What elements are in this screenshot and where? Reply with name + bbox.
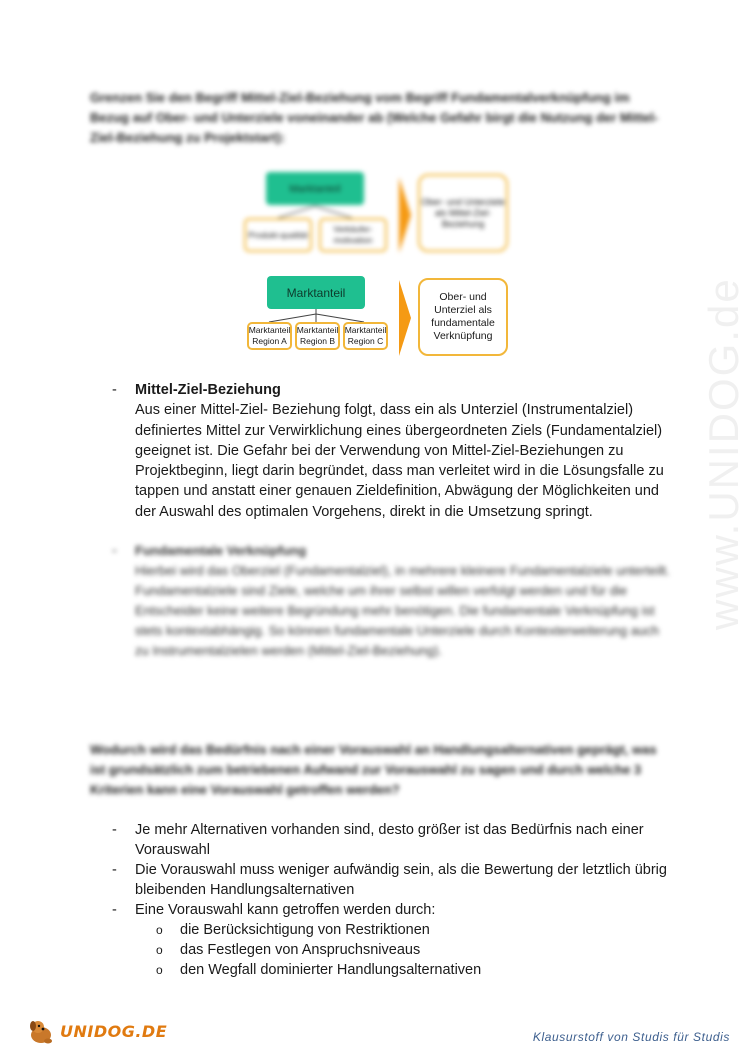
sub-list-item: [156, 940, 420, 960]
list-item: [112, 820, 672, 861]
answer-text: Aus einer Mittel-Ziel- Beziehung folgt, dass ein als Unterziel (Instrumentalziel) definiertes Mittel zur Verwirklichung eines übergeordneten Ziels (Fundamentalziel) geeignet ist. Die Gefahr bei der Verwendung von Mittel-Ziel-Beziehungen zu Projektbeginn, liegt darin begründet, dass man verleitet wird in die Lösungsfalle zu tappen und anstatt einer genauen Zieldefinition, Abwägung der Möglichkeiten und der Auswahl des optimalen Vorgehens, direkt in die Umsetzung springt.: [135, 402, 664, 520]
answer-mittel-ziel: [112, 380, 672, 522]
diagram-top-child: Produkt-qualität: [244, 218, 312, 252]
logo: [26, 1016, 167, 1046]
sub-list-item: [156, 920, 430, 940]
logo-text: UNIDOG.DE: [60, 1021, 168, 1041]
dog-icon: [26, 1016, 56, 1046]
sub-list-text: den Wegfall dominierter Handlungsalternativen: [180, 962, 482, 978]
answer-text: Hierbei wird das Oberziel (Fundamentalziel), in mehrere kleinere Fundamentalziele unterteilt. Fundamentalziele sind Ziele, welche um ihrer selbst willen verfolgt werden und für die Entscheider keine weitere Begründung mehr benötigen. Die fundamentale Verknüpfung ist stets kontextabhängig. So können fundamentale Unterziele durch Kontexterweiterung auch zu Instrumentalzielen werden (Mittel-Ziel-Beziehung).: [135, 563, 670, 658]
question-2: Wodurch wird das Bedürfnis nach einer Vorauswahl an Handlungsalternativen geprägt, was ist grundsätzlich zum betriebenen Aufwand zur Vorauswahl zu sagen und durch welche 3 Kriterien kann eine Vorauswahl getroffen werden?: [90, 742, 657, 797]
arrow-right-icon: [399, 280, 411, 356]
list-dash: -: [112, 382, 117, 398]
watermark: www.UNIDOG.de: [700, 277, 747, 630]
answer-title: Fundamentale Verknüpfung: [135, 543, 307, 558]
diagram-bottom-child: Marktanteil Region B: [295, 322, 340, 350]
sub-list-text: das Festlegen von Anspruchsniveaus: [180, 942, 421, 958]
answer-title: Mittel-Ziel-Beziehung: [135, 382, 281, 398]
diagram-top-main: Marktanteil: [266, 172, 364, 205]
diagram-bottom-child: Marktanteil Region A: [247, 322, 292, 350]
question-1: Grenzen Sie den Begriff Mittel-Ziel-Beziehung vom Begriff Fundamentalverknüpfung im Bezug auf Ober- und Unterziele voneinander ab (Welche Gefahr birgt die Nutzung der Mittel-Ziel-Beziehung zu Projektstart):: [90, 90, 659, 145]
list-item: [112, 860, 672, 901]
list-dash: -: [112, 543, 117, 559]
fade-edge: [134, 531, 634, 539]
sub-list-item: [156, 960, 481, 980]
diagram-bottom-result: Ober- und Unterziel als fundamentale Verknüpfung: [418, 278, 508, 356]
circle-bullet-icon: o: [156, 923, 163, 937]
list-dash: -: [112, 902, 117, 918]
answer-fundamental: [112, 541, 672, 661]
circle-bullet-icon: o: [156, 943, 163, 957]
list-item-text: Je mehr Alternativen vorhanden sind, desto größer ist das Bedürfnis nach einer Vorauswahl: [135, 822, 644, 859]
list-dash: -: [112, 822, 117, 838]
circle-bullet-icon: o: [156, 963, 163, 977]
footer-tagline: Klausurstoff von Studis für Studis: [532, 1030, 730, 1044]
diagram-bottom-connectors: [0, 0, 750, 360]
diagram-bottom-child: Marktanteil Region C: [343, 322, 388, 350]
diagram-bottom-main: Marktanteil: [267, 276, 365, 309]
list-item-text: Eine Vorauswahl kann getroffen werden durch:: [135, 902, 436, 918]
diagram-top-result: Ober- und Unterziele als Mittel-Ziel-Beziehung: [418, 174, 508, 252]
list-item-text: Die Vorauswahl muss weniger aufwändig sein, als die Bewertung der letztlich übrig bleibenden Handlungsalternativen: [135, 862, 667, 899]
list-item: [112, 900, 672, 920]
list-dash: -: [112, 862, 117, 878]
sub-list-text: die Berücksichtigung von Restriktionen: [180, 922, 430, 938]
diagram-top-child: Verkäufer-motivation: [319, 218, 387, 252]
